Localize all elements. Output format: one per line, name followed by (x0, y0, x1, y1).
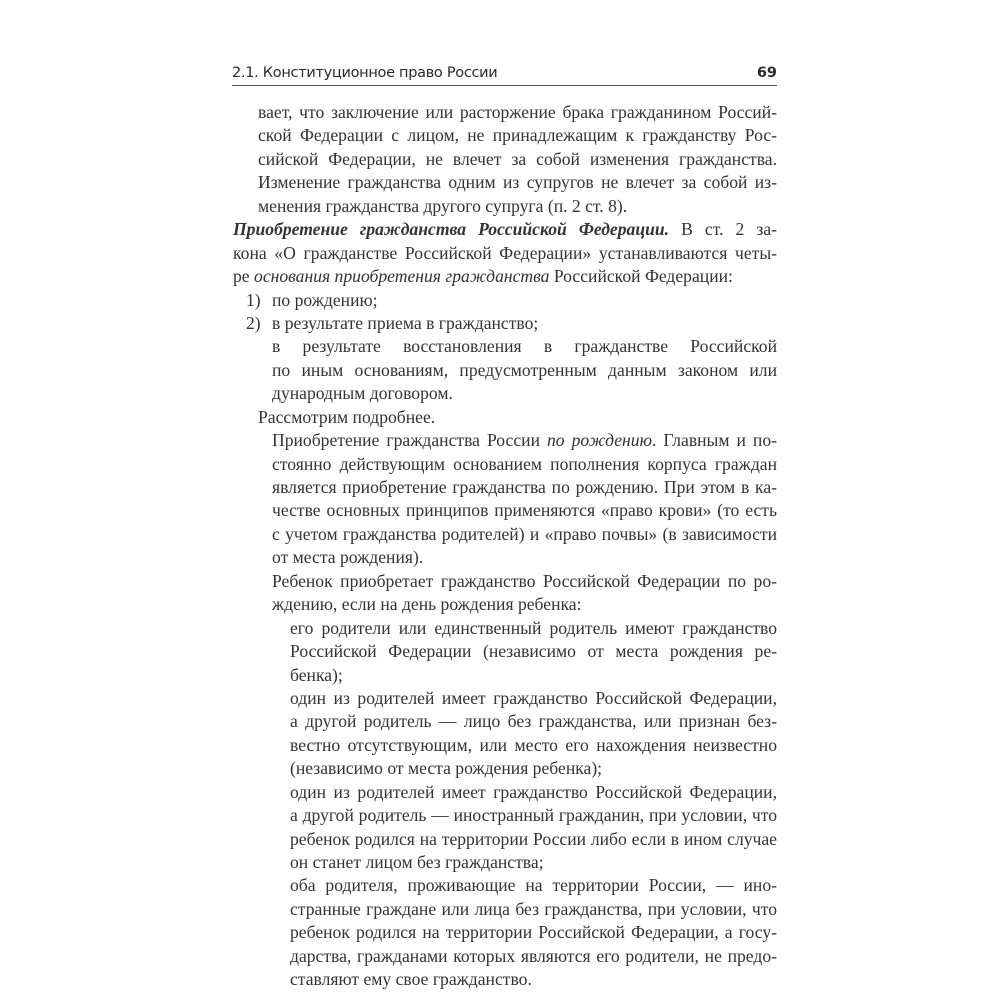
paragraph (0, 570, 1000, 617)
text-segment: его родители или единственный родитель имеют гражданство (290, 617, 777, 638)
text-line (258, 101, 777, 124)
paragraph (0, 101, 1000, 218)
text-line (290, 874, 777, 897)
text-segment: ждению, если на день рождения ребенка: (272, 594, 582, 615)
text-line (272, 570, 777, 593)
bold-italic-heading: Приобретение гражданства Российской Федерации. (233, 219, 670, 240)
text-segment: по иным основаниям, предусмотренным данным законом или (272, 359, 777, 380)
text-segment: бенка); (290, 664, 343, 685)
text-line (233, 242, 777, 265)
text-segment: ской Федерации с лицом, не принадлежащим к гражданству Рос- (258, 125, 777, 146)
text-segment: ставляют ему свое гражданство. (290, 969, 532, 990)
italic-term: основания приобретения гражданства (254, 266, 550, 287)
bullet-item (0, 617, 1000, 687)
text-line (258, 171, 777, 194)
text-line (290, 851, 777, 874)
text-line (272, 359, 777, 382)
text-line (290, 968, 777, 991)
list-item (0, 359, 1000, 406)
text-line (272, 593, 777, 616)
text-line (272, 335, 777, 358)
section-title: 2.1. Конституционное право России (232, 65, 498, 81)
text-line (290, 710, 777, 733)
text-segment: он станет лицом без гражданства; (290, 852, 544, 872)
text-line (246, 289, 777, 312)
text-segment: ре (233, 266, 255, 287)
text-line (258, 124, 777, 147)
text-line (258, 148, 777, 171)
page-number: 69 (756, 65, 777, 81)
text-segment: честве основных принципов применяются «право крови» (то есть (272, 500, 777, 521)
bullet-item (0, 687, 1000, 781)
text-segment: а другой родитель — лицо без гражданства, или признан без- (290, 711, 777, 732)
running-header (232, 63, 777, 86)
text-segment: В ст. 2 за- (669, 219, 777, 240)
text-line (272, 546, 777, 569)
text-segment: . Главным и по- (651, 430, 777, 451)
text-segment: менения гражданства другого супруга (п. 2 ст. 8). (258, 195, 628, 216)
text-line (290, 640, 777, 663)
text-segment: один из родителей имеет гражданство Российской Федерации, (290, 781, 777, 802)
list-item (0, 312, 1000, 335)
text-line (272, 429, 777, 452)
text-line (272, 499, 777, 522)
text-segment: Ребенок приобретает гражданство Российской Федерации по ро- (272, 570, 777, 591)
text-segment: Приобретение гражданства России (272, 430, 547, 451)
text-segment: стоянно действующим основанием пополнения корпуса граждан (272, 453, 777, 474)
paragraph (0, 218, 1000, 288)
text-line (258, 406, 777, 429)
text-segment: Изменение гражданства одним из супругов не влечет за собой из- (258, 172, 777, 193)
text-line (272, 523, 777, 546)
text-segment: от места рождения). (272, 547, 424, 568)
text-segment: странные граждане или лица без гражданства, при условии, что (290, 898, 777, 919)
text-segment: оба родителя, проживающие на территории России, — ино- (290, 875, 777, 896)
text-segment: один из родителей имеет гражданство Российской Федерации, (290, 687, 777, 708)
list-item (0, 335, 1000, 358)
list-item (0, 429, 1000, 570)
text-line (290, 734, 777, 757)
text-segment: вает, что заключение или расторжение брака гражданином Россий- (258, 102, 777, 122)
text-line (272, 476, 777, 499)
text-line (233, 218, 777, 241)
bullet-item (0, 874, 1000, 991)
list-marker: 1) (246, 289, 261, 310)
text-line (290, 828, 777, 851)
paragraph (0, 406, 1000, 429)
bullet-item (0, 781, 1000, 875)
text-segment: дународным договором. (272, 383, 453, 404)
text-line (272, 453, 777, 476)
text-line (290, 804, 777, 827)
text-segment: сийской Федерации, не влечет за собой изменения гражданства. (258, 148, 777, 169)
text-segment: (независимо от места рождения ребенка); (290, 758, 603, 779)
text-segment: в результате приема в гражданство; (272, 312, 539, 333)
text-segment: а другой родитель — иностранный гражданин, при условии, что (290, 805, 777, 826)
italic-term: по рождению (547, 430, 652, 451)
text-segment: ребенок родился на территории Российской Федерации, а госу- (290, 922, 777, 943)
text-line (290, 781, 777, 804)
text-segment: кона «О гражданстве Российской Федерации» устанавливаются четы- (233, 242, 777, 263)
list-item (0, 289, 1000, 312)
text-segment: по рождению; (272, 289, 378, 310)
text-segment: Российской Федерации (независимо от места рождения ре- (290, 641, 777, 662)
text-segment: в результате восстановления в гражданстве Российской (272, 336, 777, 357)
text-segment: с учетом гражданства родителей) и «право почвы» (в зависимости (272, 523, 777, 544)
text-segment: Рассмотрим подробнее. (258, 406, 436, 427)
text-segment: вестно отсутствующим, или место его нахождения неизвестно (290, 734, 777, 755)
text-line (290, 898, 777, 921)
text-segment: ребенок родился на территории России либо если в ином случае (290, 828, 777, 849)
page-body (0, 101, 1000, 992)
text-line (272, 382, 777, 405)
text-line (290, 757, 777, 780)
text-line (246, 312, 777, 335)
text-line (258, 195, 777, 218)
text-segment: Российской Федерации: (549, 266, 733, 287)
text-line (233, 265, 777, 288)
text-line (290, 687, 777, 710)
text-segment: дарства, гражданами которых являются его родители, не предо- (290, 945, 777, 966)
list-marker: 2) (246, 312, 261, 333)
text-line (290, 921, 777, 944)
text-line (290, 664, 777, 687)
text-segment: является приобретение гражданства по рождению. При этом в ка- (272, 477, 777, 497)
text-line (290, 945, 777, 968)
text-line (290, 617, 777, 640)
